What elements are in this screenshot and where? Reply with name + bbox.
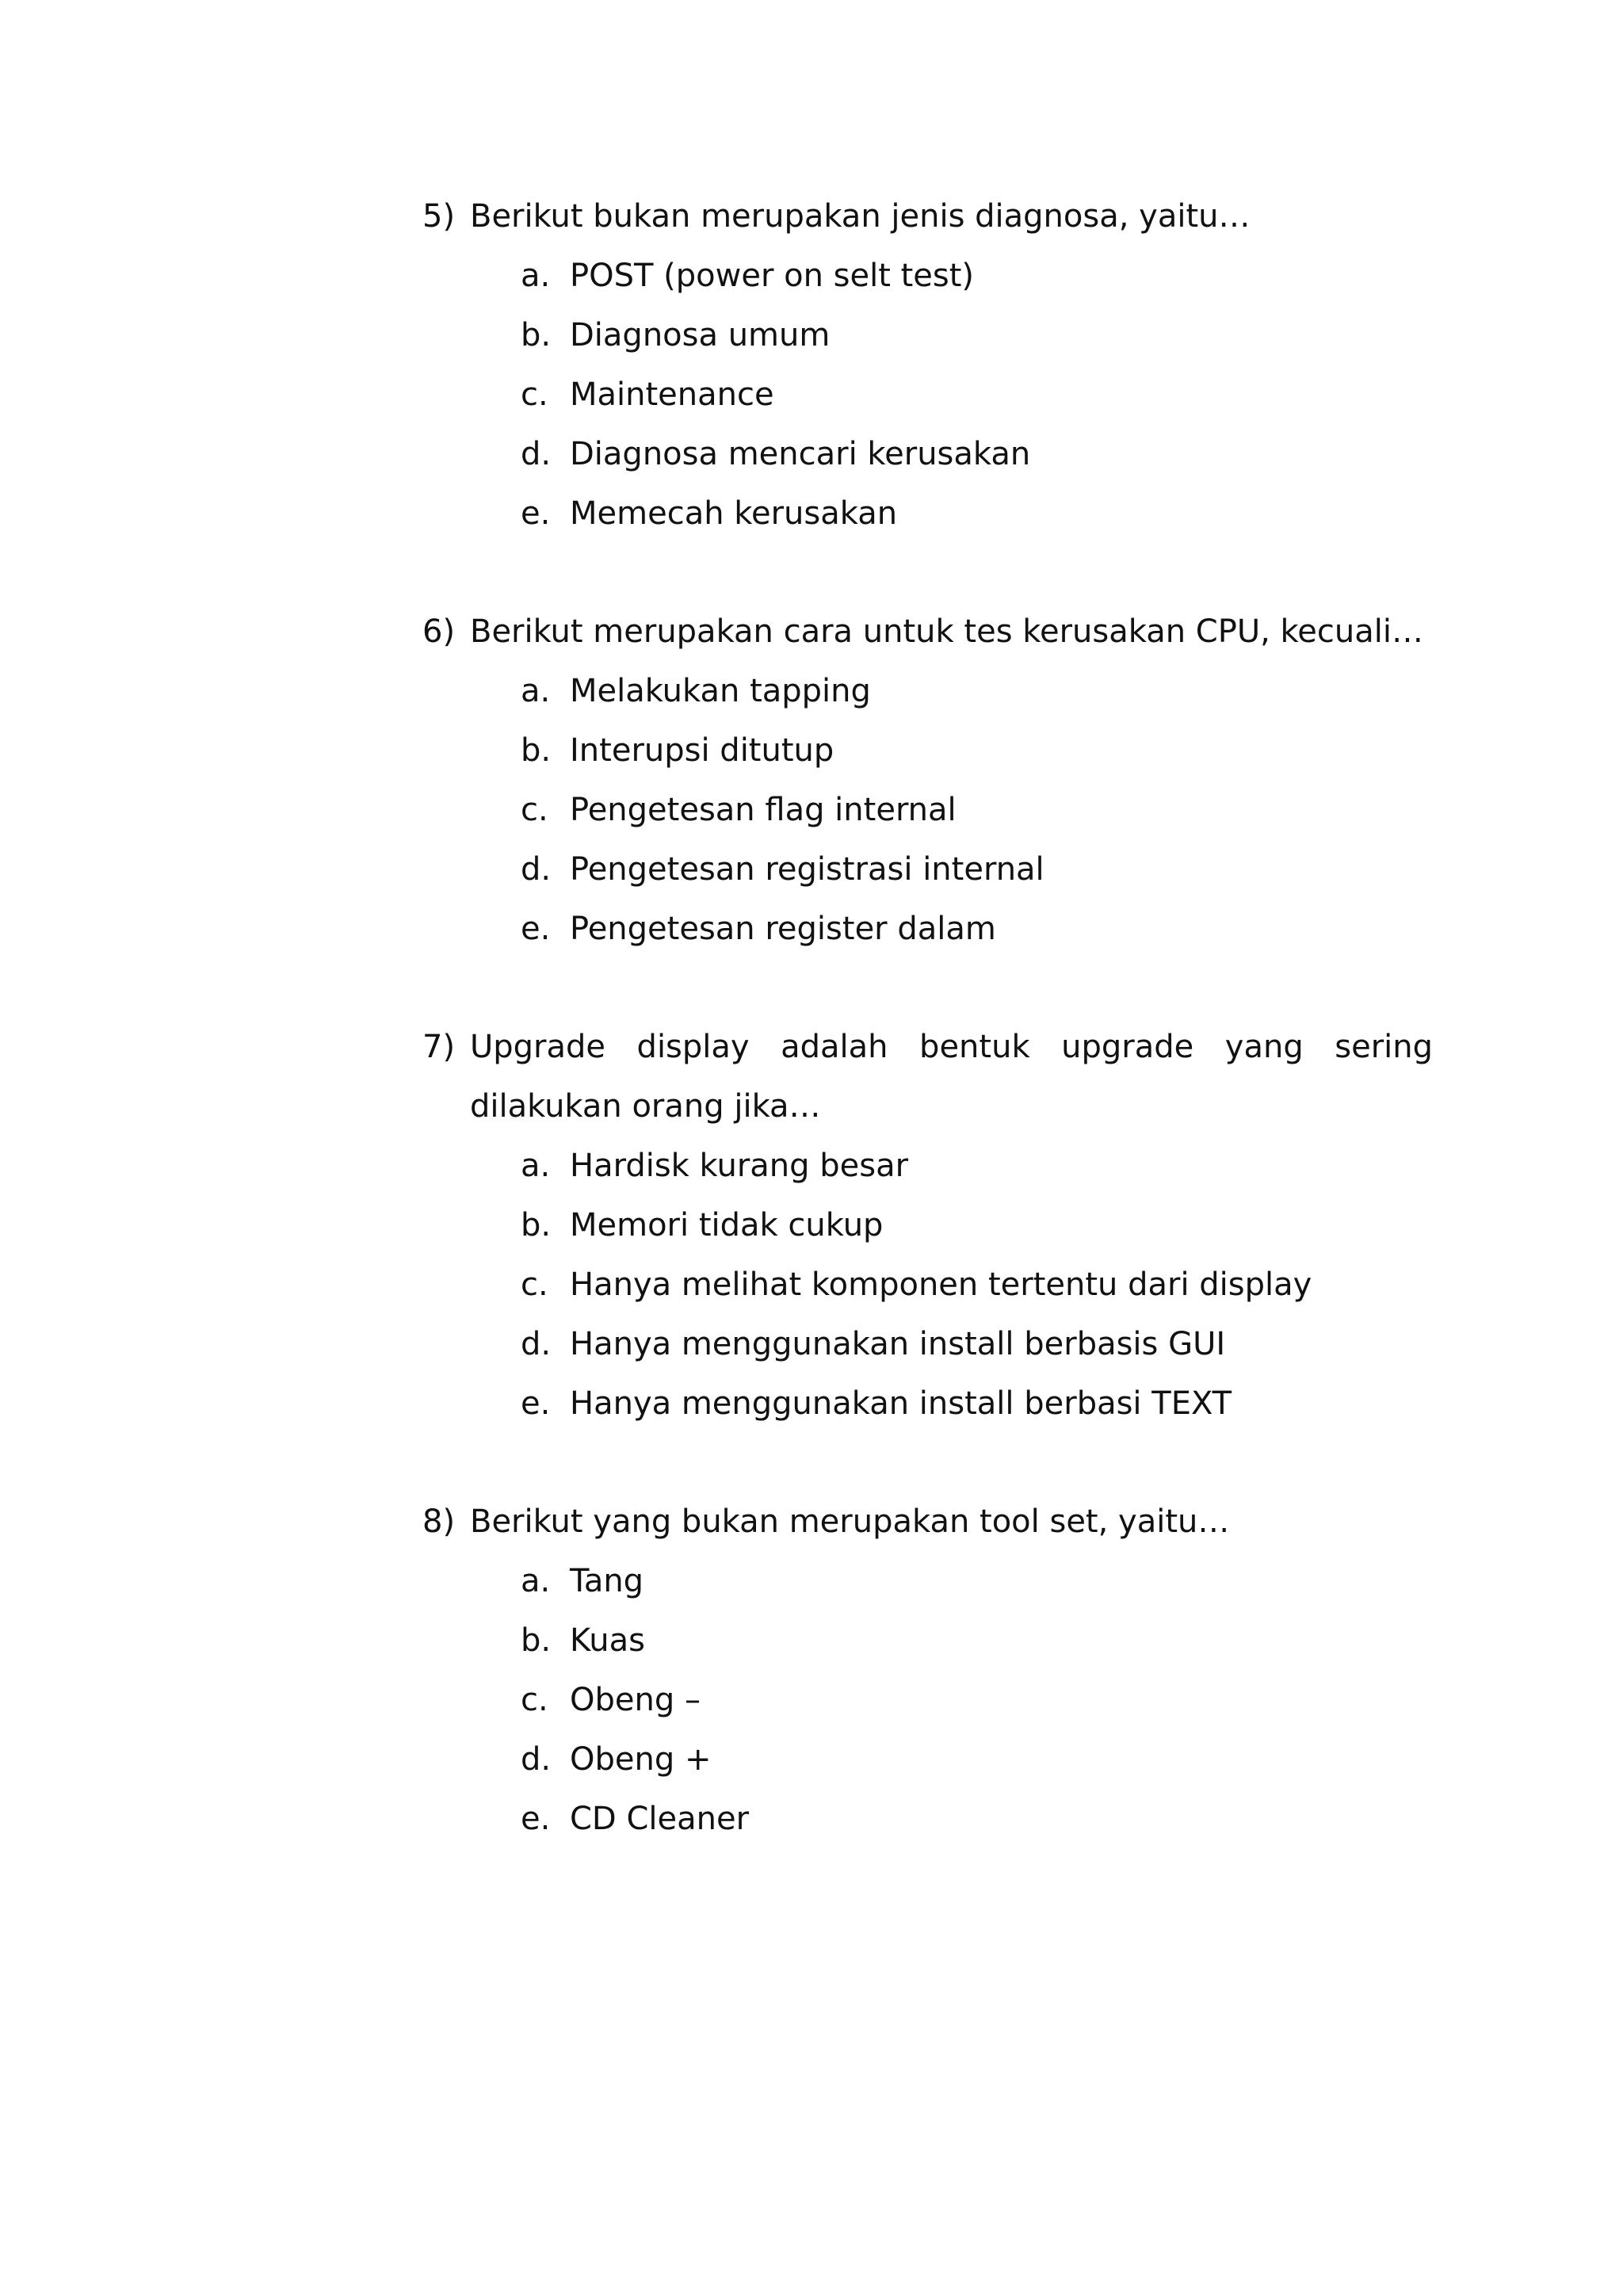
question-8	[422, 1492, 1433, 1849]
option-letter: a.	[521, 1148, 551, 1184]
option-letter: c.	[521, 1266, 548, 1303]
option-c	[521, 1255, 1433, 1315]
question-text: Berikut bukan merupakan jenis diagnosa, yaitu…	[470, 198, 1251, 235]
answer-options	[422, 662, 1433, 959]
question-number: 7)	[422, 1029, 456, 1065]
option-text: Tang	[570, 1563, 644, 1599]
question-number: 6)	[422, 613, 456, 650]
option-text: Melakukan tapping	[570, 673, 871, 709]
option-letter: a.	[521, 673, 551, 709]
option-e	[521, 900, 1433, 959]
option-text: Interupsi ditutup	[570, 732, 834, 769]
question-stem	[422, 1492, 1433, 1552]
option-a	[521, 1552, 1433, 1611]
option-b	[521, 721, 1433, 781]
option-text: Memori tidak cukup	[570, 1207, 884, 1244]
option-text: Diagnosa umum	[570, 317, 831, 353]
option-text: Kuas	[570, 1622, 645, 1659]
option-e	[521, 484, 1433, 544]
question-number: 8)	[422, 1503, 456, 1540]
answer-options	[422, 1552, 1433, 1849]
question-list	[422, 187, 1433, 1908]
option-text: Hardisk kurang besar	[570, 1148, 909, 1184]
option-c	[521, 365, 1433, 425]
option-letter: e.	[521, 495, 551, 532]
option-d	[521, 425, 1433, 484]
option-letter: b.	[521, 1207, 552, 1244]
option-b	[521, 306, 1433, 365]
option-text: Pengetesan flag internal	[570, 792, 957, 828]
option-text: Obeng +	[570, 1741, 712, 1778]
question-7	[422, 1018, 1433, 1434]
option-letter: a.	[521, 258, 551, 294]
option-text: Hanya menggunakan install berbasi TEXT	[570, 1385, 1232, 1422]
option-letter: d.	[521, 851, 552, 888]
option-text: POST (power on selt test)	[570, 258, 975, 294]
option-text: Memecah kerusakan	[570, 495, 898, 532]
option-a	[521, 662, 1433, 721]
option-d	[521, 840, 1433, 900]
option-text: Obeng –	[570, 1682, 701, 1718]
answer-options	[422, 246, 1433, 544]
option-letter: b.	[521, 317, 552, 353]
option-e	[521, 1374, 1433, 1434]
option-letter: e.	[521, 1801, 551, 1837]
option-text: Hanya melihat komponen tertentu dari display	[570, 1266, 1312, 1303]
option-text: Hanya menggunakan install berbasis GUI	[570, 1326, 1226, 1362]
option-letter: b.	[521, 732, 552, 769]
question-text: Berikut yang bukan merupakan tool set, yaitu…	[470, 1503, 1230, 1540]
question-stem	[422, 187, 1433, 246]
option-letter: d.	[521, 436, 552, 472]
question-stem	[422, 1018, 1433, 1137]
option-letter: c.	[521, 792, 548, 828]
option-a	[521, 1137, 1433, 1196]
option-letter: c.	[521, 376, 548, 413]
question-6	[422, 602, 1433, 959]
option-c	[521, 781, 1433, 840]
option-a	[521, 246, 1433, 306]
option-letter: a.	[521, 1563, 551, 1599]
option-d	[521, 1315, 1433, 1374]
option-e	[521, 1790, 1433, 1849]
answer-options	[422, 1137, 1433, 1434]
question-5	[422, 187, 1433, 544]
option-text: Pengetesan register dalam	[570, 911, 996, 947]
option-c	[521, 1671, 1433, 1730]
option-letter: b.	[521, 1622, 552, 1659]
option-letter: e.	[521, 1385, 551, 1422]
option-text: Maintenance	[570, 376, 774, 413]
option-text: Pengetesan registrasi internal	[570, 851, 1044, 888]
question-number: 5)	[422, 198, 456, 235]
option-b	[521, 1196, 1433, 1255]
option-d	[521, 1730, 1433, 1790]
question-text: Upgrade display adalah bentuk upgrade yang sering dilakukan orang jika…	[470, 1029, 1433, 1125]
option-letter: d.	[521, 1741, 552, 1778]
option-letter: e.	[521, 911, 551, 947]
option-letter: c.	[521, 1682, 548, 1718]
question-stem	[422, 602, 1433, 662]
option-text: Diagnosa mencari kerusakan	[570, 436, 1031, 472]
option-b	[521, 1611, 1433, 1671]
option-letter: d.	[521, 1326, 552, 1362]
question-text: Berikut merupakan cara untuk tes kerusakan CPU, kecuali…	[470, 613, 1423, 650]
option-text: CD Cleaner	[570, 1801, 750, 1837]
